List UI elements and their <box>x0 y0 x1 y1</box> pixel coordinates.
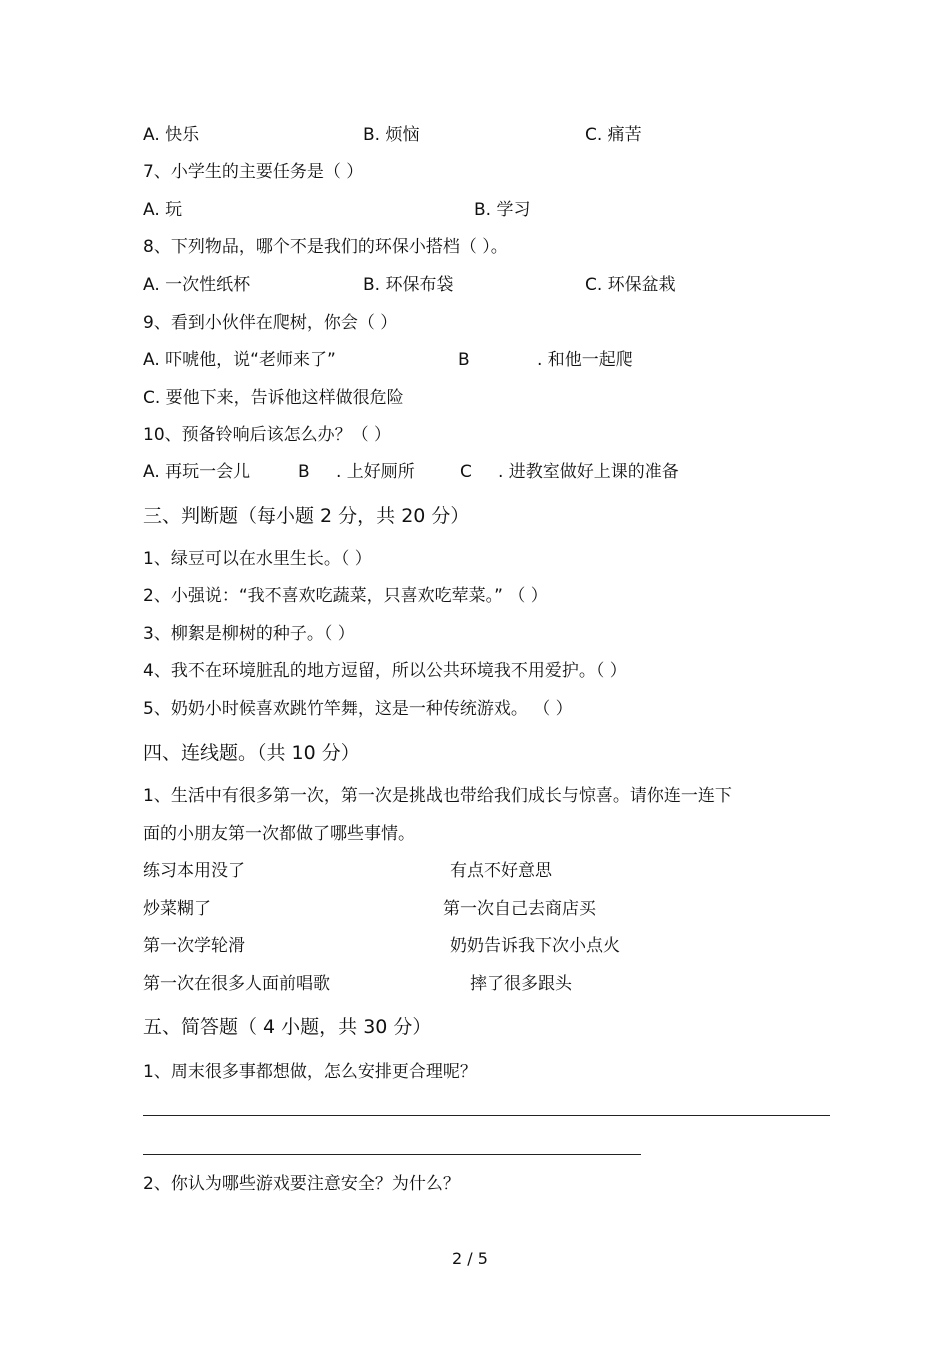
q8-option-c: C. 环保盆栽 <box>585 275 676 295</box>
q10-option-c-letter: C <box>460 462 472 482</box>
judge-item: 3、柳絮是柳树的种子。（ ） <box>143 624 355 644</box>
match-right-item: 摔了很多跟头 <box>470 974 572 994</box>
q9-option-b-text: . 和他一起爬 <box>537 350 633 370</box>
q10-option-b-text: . 上好厕所 <box>336 462 415 482</box>
q9-option-a: A. 吓唬他，说“老师来了” <box>143 350 336 370</box>
answer-line <box>143 1115 830 1116</box>
match-left-item: 炒菜糊了 <box>143 899 211 919</box>
match-right-item: 有点不好意思 <box>450 861 552 881</box>
q10-question: 10、预备铃响后该怎么办？（ ） <box>143 425 392 445</box>
section4-intro-line2: 面的小朋友第一次都做了哪些事情。 <box>143 824 415 844</box>
q10-option-c-text: . 进教室做好上课的准备 <box>498 462 679 482</box>
q10-option-a: A. 再玩一会儿 <box>143 462 251 482</box>
q7-option-a: A. 玩 <box>143 200 183 220</box>
judge-item: 5、奶奶小时候喜欢跳竹竿舞，这是一种传统游戏。 （ ） <box>143 699 573 719</box>
short-answer-q2: 2、你认为哪些游戏要注意安全？为什么？ <box>143 1174 460 1194</box>
q8-option-b: B. 环保布袋 <box>363 275 454 295</box>
q9-option-c: C. 要他下来，告诉他这样做很危险 <box>143 388 404 408</box>
q7-option-b: B. 学习 <box>474 200 531 220</box>
q9-question: 9、看到小伙伴在爬树，你会（ ） <box>143 313 398 333</box>
q8-question: 8、下列物品，哪个不是我们的环保小搭档（ ）。 <box>143 237 508 257</box>
q8-option-a: A. 一次性纸杯 <box>143 275 251 295</box>
q7-question: 7、小学生的主要任务是（ ） <box>143 162 364 182</box>
q6-option-b: B. 烦恼 <box>363 125 420 145</box>
judge-item: 4、我不在环境脏乱的地方逗留，所以公共环境我不用爱护。（ ） <box>143 661 627 681</box>
section4-title: 四、连线题。（共 10 分） <box>143 742 360 764</box>
q9-option-b-letter: B <box>458 350 470 370</box>
q6-option-c: C. 痛苦 <box>585 125 642 145</box>
q6-option-a: A. 快乐 <box>143 125 200 145</box>
judge-item: 1、绿豆可以在水里生长。（ ） <box>143 549 372 569</box>
match-left-item: 练习本用没了 <box>143 861 245 881</box>
short-answer-q1: 1、周末很多事都想做，怎么安排更合理呢？ <box>143 1062 477 1082</box>
q10-option-b-letter: B <box>298 462 310 482</box>
section3-title: 三、判断题（每小题 2 分，共 20 分） <box>143 505 470 527</box>
section5-title: 五、简答题（ 4 小题，共 30 分） <box>143 1016 432 1038</box>
match-left-item: 第一次在很多人面前唱歌 <box>143 974 330 994</box>
match-right-item: 第一次自己去商店买 <box>443 899 596 919</box>
page-number: 2 / 5 <box>452 1249 488 1268</box>
answer-line <box>143 1154 641 1155</box>
judge-item: 2、小强说：“我不喜欢吃蔬菜，只喜欢吃荤菜。” （ ） <box>143 586 548 606</box>
section4-intro-line1: 1、生活中有很多第一次，第一次是挑战也带给我们成长与惊喜。请你连一连下 <box>143 786 732 806</box>
match-left-item: 第一次学轮滑 <box>143 936 245 956</box>
match-right-item: 奶奶告诉我下次小点火 <box>450 936 620 956</box>
